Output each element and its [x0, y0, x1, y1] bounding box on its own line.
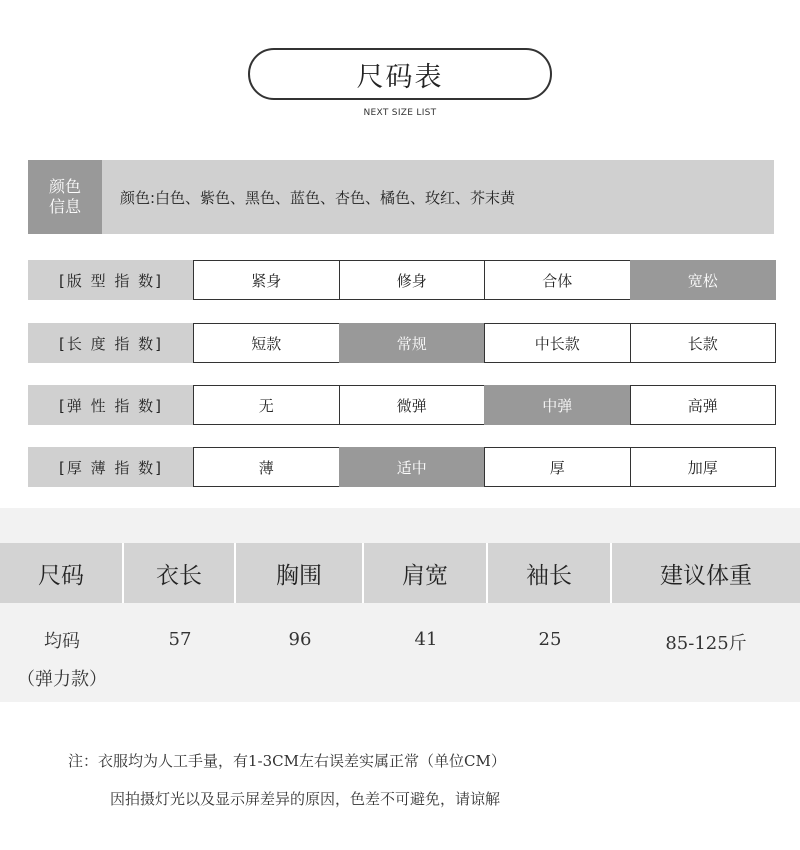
color-info-text: 颜色:白色、紫色、黑色、蓝色、杏色、橘色、玫红、芥末黄 [120, 188, 516, 207]
thickness-option-thick: 厚 [484, 447, 631, 487]
thickness-option-medium: 适中 [339, 447, 486, 487]
color-info-label: 颜色 信息 [28, 160, 102, 234]
length-option-regular: 常规 [339, 323, 486, 363]
cell-shoulder: 41 [414, 629, 438, 650]
length-option-midlong: 中长款 [484, 323, 631, 363]
elasticity-option-slight: 微弹 [339, 385, 486, 425]
elasticity-option-high: 高弹 [630, 385, 777, 425]
cell-bust: 96 [288, 629, 312, 650]
thickness-option-thin: 薄 [193, 447, 340, 487]
cell-sleeve: 25 [538, 629, 562, 650]
fit-index-row [28, 260, 776, 300]
page-subtitle: NEXT SIZE LIST [363, 108, 437, 118]
col-header-sleeve: 袖长 [488, 543, 612, 603]
note-line-1: 注：衣服均为人工手量，有1-3CM左右误差实属正常（单位CM） [68, 752, 506, 770]
cell-size-line1: 均码 [44, 630, 80, 652]
table-row [0, 605, 800, 702]
col-header-size: 尺码 [0, 543, 124, 603]
col-header-bust: 胸围 [236, 543, 364, 603]
cell-size [0, 605, 124, 702]
page-title [248, 48, 552, 100]
fit-option-tight: 紧身 [193, 260, 340, 300]
elasticity-option-medium: 中弹 [484, 385, 631, 425]
cell-length: 57 [168, 629, 192, 650]
elasticity-index-label: [弹 性 指 数] [28, 385, 194, 425]
fit-option-loose: 宽松 [630, 260, 777, 300]
fit-option-slim: 修身 [339, 260, 486, 300]
length-index-row [28, 323, 776, 363]
size-table-header [0, 543, 800, 603]
color-info-block [28, 160, 774, 234]
length-option-long: 长款 [630, 323, 777, 363]
elasticity-index-row [28, 385, 776, 425]
thickness-option-extra-thick: 加厚 [630, 447, 777, 487]
cell-weight: 85-125斤 [665, 633, 747, 654]
fit-index-label: [版 型 指 数] [28, 260, 194, 300]
length-index-label: [长 度 指 数] [28, 323, 194, 363]
thickness-index-row [28, 447, 776, 487]
elasticity-option-none: 无 [193, 385, 340, 425]
length-option-short: 短款 [193, 323, 340, 363]
thickness-index-label: [厚 薄 指 数] [28, 447, 194, 487]
col-header-weight: 建议体重 [660, 562, 752, 589]
fit-option-regular: 合体 [484, 260, 631, 300]
col-header-shoulder: 肩宽 [364, 543, 488, 603]
page-title-text: 尺码表 [356, 61, 444, 93]
col-header-length: 衣长 [124, 543, 236, 603]
note-line-2: 因拍摄灯光以及显示屏差异的原因，色差不可避免，请谅解 [110, 790, 501, 808]
cell-size-line2: （弹力款） [17, 668, 107, 690]
